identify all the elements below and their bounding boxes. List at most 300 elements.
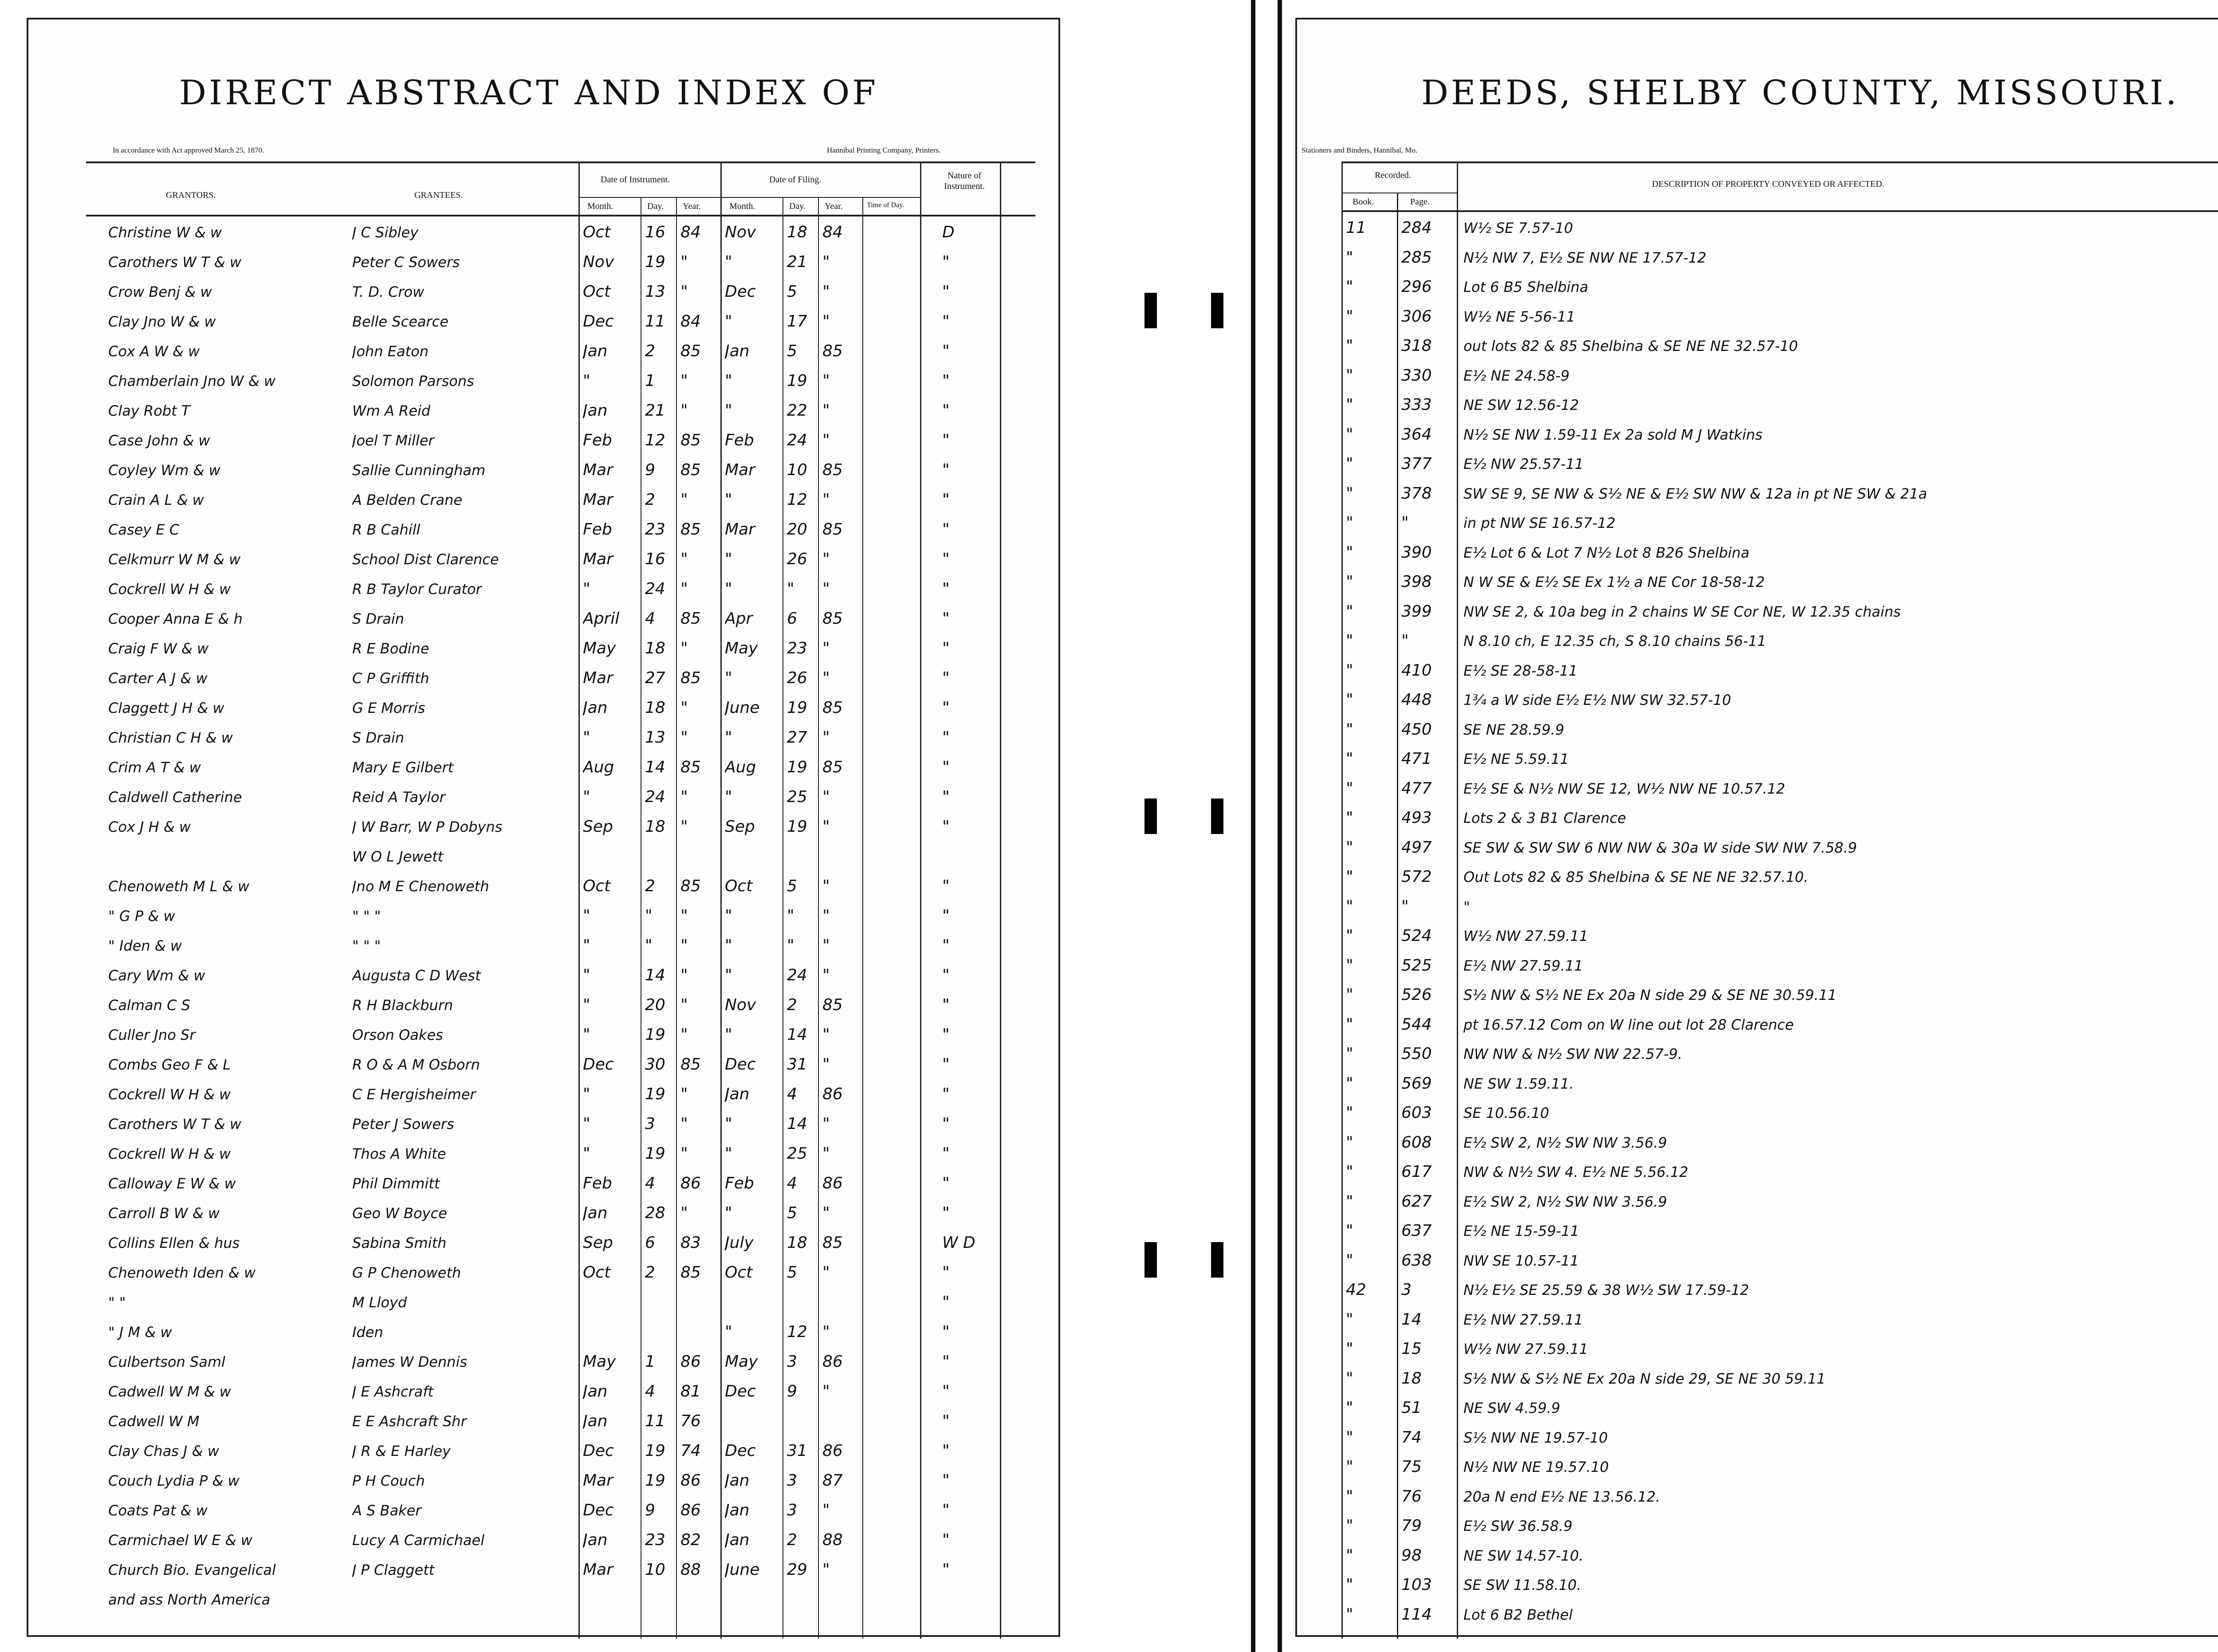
- book-cell: ": [1346, 1458, 1353, 1476]
- page-cell: 377: [1401, 455, 1432, 473]
- filing-year-cell: ": [822, 580, 830, 598]
- book-cell: ": [1346, 720, 1353, 739]
- right-ledger-page: [1295, 18, 2218, 1637]
- deed-entry-row: [28, 457, 1049, 484]
- deed-entry-row: [28, 1497, 1049, 1524]
- filing-year-cell: ": [822, 669, 830, 687]
- filing-month-cell: ": [725, 312, 732, 330]
- property-entry-row: [1297, 893, 2218, 920]
- instrument-year-cell: ": [680, 253, 688, 271]
- nature-cell: ": [942, 669, 950, 687]
- filing-year-cell: 85: [822, 520, 843, 539]
- grantor-cell: Carroll B W & w: [108, 1205, 220, 1222]
- description-cell: S½ NW & S½ NE Ex 20a N side 29, SE NE 30 59.11: [1463, 1370, 1826, 1387]
- filing-month-cell: Aug: [725, 758, 756, 776]
- description-cell: NW NW & N½ SW NW 22.57-9.: [1463, 1046, 1683, 1062]
- instrument-day-cell: 18: [645, 639, 665, 657]
- property-entry-row: [1297, 392, 2218, 418]
- page-cell: 318: [1401, 337, 1432, 355]
- date-filing-header: Date of Filing.: [769, 175, 822, 185]
- grantee-cell: Lucy A Carmichael: [352, 1532, 485, 1549]
- filing-year-cell: ": [822, 1204, 830, 1222]
- nature-cell: ": [942, 1085, 950, 1103]
- grantee-cell: Peter C Sowers: [352, 254, 460, 271]
- description-cell: SE SW & SW SW 6 NW NW & 30a W side SW NW 7.58.9: [1463, 839, 1857, 856]
- instrument-day-cell: 10: [645, 1561, 665, 1579]
- instrument-day-cell: 13: [645, 283, 665, 301]
- book-cell: ": [1346, 1310, 1353, 1329]
- filing-month-cell: May: [725, 639, 758, 657]
- book-cell: ": [1346, 986, 1353, 1004]
- deed-entry-row: [28, 903, 1049, 929]
- book-cell: ": [1346, 1192, 1353, 1211]
- nature-cell: ": [942, 1115, 950, 1133]
- filing-year-cell: ": [822, 1382, 830, 1400]
- property-entry-row: [1297, 1041, 2218, 1067]
- nature-cell: ": [942, 1561, 950, 1579]
- grantee-cell: Augusta C D West: [352, 967, 481, 984]
- nature-cell: ": [942, 1531, 950, 1549]
- deed-entry-row: [28, 695, 1049, 721]
- deed-entry-row: [28, 754, 1049, 781]
- description-cell: E½ NW 27.59.11: [1463, 957, 1583, 974]
- description-cell: S½ NW NE 19.57-10: [1463, 1429, 1608, 1446]
- nature-cell: ": [942, 520, 950, 539]
- grantee-cell: J R & E Harley: [352, 1443, 451, 1459]
- grantor-cell: Casey E C: [108, 521, 180, 538]
- deed-entry-row: [28, 635, 1049, 662]
- book-cell: ": [1346, 337, 1353, 355]
- filing-month-cell: ": [725, 1115, 732, 1133]
- filing-year-cell: 86: [822, 1353, 843, 1371]
- instrument-month-cell: Feb: [583, 520, 612, 539]
- grantor-cell: Caldwell Catherine: [108, 789, 242, 806]
- grantee-cell: R E Bodine: [352, 640, 429, 657]
- book-cell: ": [1346, 1428, 1353, 1447]
- instrument-day-cell: 19: [645, 1471, 665, 1490]
- filing-month-cell: Mar: [725, 461, 755, 479]
- instrument-year-cell: 85: [680, 610, 701, 628]
- instrument-month-cell: May: [583, 1353, 616, 1371]
- book-cell: ": [1346, 455, 1353, 473]
- filing-month-cell: ": [725, 253, 732, 271]
- grantor-cell: Crow Benj & w: [108, 283, 212, 300]
- filing-day-cell: 2: [787, 1531, 797, 1549]
- grantor-cell: and ass North America: [108, 1591, 271, 1608]
- page-cell: 526: [1401, 986, 1432, 1004]
- grantor-cell: Coats Pat & w: [108, 1502, 208, 1519]
- grantor-cell: Couch Lydia P & w: [108, 1472, 240, 1489]
- instrument-month-cell: Dec: [583, 1501, 614, 1519]
- filing-year-cell: ": [822, 1501, 830, 1519]
- nature-cell: ": [942, 312, 950, 330]
- nature-cell: D: [942, 223, 955, 241]
- instrument-month-cell: Oct: [583, 877, 611, 895]
- nature-cell: ": [942, 788, 950, 806]
- book-cell: ": [1346, 750, 1353, 768]
- i-year-header: Year.: [683, 201, 701, 211]
- book-cell: ": [1346, 1222, 1353, 1240]
- nature-cell: ": [942, 550, 950, 568]
- description-cell: E½ Lot 6 & Lot 7 N½ Lot 8 B26 Shelbina: [1463, 544, 1750, 561]
- page-cell: 364: [1401, 425, 1432, 444]
- instrument-day-cell: 21: [645, 401, 665, 420]
- filing-year-cell: 86: [822, 1174, 843, 1192]
- description-cell: N 8.10 ch, E 12.35 ch, S 8.10 chains 56-11: [1463, 633, 1766, 649]
- filing-year-cell: ": [822, 1115, 830, 1133]
- instrument-month-cell: Sep: [583, 1234, 613, 1252]
- instrument-year-cell: 85: [680, 1263, 701, 1282]
- grantee-cell: Belle Scearce: [352, 313, 448, 330]
- instrument-year-cell: 85: [680, 1055, 701, 1074]
- instrument-day-cell: 6: [645, 1234, 655, 1252]
- instrument-day-cell: 23: [645, 520, 665, 539]
- deed-entry-row: [28, 1586, 1049, 1613]
- grantor-cell: Cox J H & w: [108, 818, 191, 835]
- deed-entry-row: [28, 1289, 1049, 1316]
- instrument-month-cell: ": [583, 1115, 590, 1133]
- grantor-cell: Calloway E W & w: [108, 1175, 236, 1192]
- instrument-month-cell: Feb: [583, 431, 612, 449]
- filing-year-cell: 85: [822, 996, 843, 1014]
- date-subheader-rule: [578, 197, 920, 198]
- binding-mark: [1144, 1242, 1157, 1278]
- filing-day-cell: 12: [787, 1323, 807, 1341]
- deed-entry-row: [28, 308, 1049, 335]
- nature-cell: ": [942, 253, 950, 271]
- book-cell: ": [1346, 897, 1353, 916]
- instrument-month-cell: Jan: [583, 1204, 608, 1222]
- description-cell: N½ NW 7, E½ SE NW NE 17.57-12: [1463, 249, 1707, 266]
- book-cell: ": [1346, 1399, 1353, 1417]
- property-entry-row: [1297, 864, 2218, 890]
- grantor-cell: Church Bio. Evangelical: [108, 1562, 276, 1578]
- i-month-header: Month.: [587, 201, 613, 211]
- property-entry-row: [1297, 1129, 2218, 1156]
- deed-entry-row: [28, 368, 1049, 394]
- grantee-cell: James W Dennis: [352, 1353, 468, 1370]
- deed-entry-row: [28, 784, 1049, 810]
- filing-day-cell: 26: [787, 550, 807, 568]
- filing-day-cell: 17: [787, 312, 807, 330]
- filing-year-cell: ": [822, 788, 830, 806]
- filing-month-cell: ": [725, 907, 732, 925]
- instrument-year-cell: ": [680, 936, 688, 955]
- description-cell: NE SW 4.59.9: [1463, 1400, 1561, 1416]
- nature-cell: ": [942, 342, 950, 360]
- instrument-day-cell: 14: [645, 966, 665, 984]
- book-header: Book.: [1353, 197, 1374, 207]
- filing-month-cell: Jan: [725, 1471, 750, 1490]
- nature-cell: ": [942, 1293, 950, 1311]
- grantor-cell: Cox A W & w: [108, 343, 200, 360]
- filing-year-cell: 85: [822, 461, 843, 479]
- instrument-year-cell: ": [680, 818, 688, 836]
- filing-day-cell: 5: [787, 1263, 797, 1282]
- instrument-month-cell: May: [583, 639, 616, 657]
- instrument-month-cell: Jan: [583, 401, 608, 420]
- deed-entry-row: [28, 1022, 1049, 1048]
- book-cell: ": [1346, 307, 1353, 326]
- grantee-cell: Reid A Taylor: [352, 789, 445, 806]
- grantee-cell: J E Ashcraft: [352, 1383, 434, 1400]
- deed-entry-row: [28, 665, 1049, 692]
- description-cell: Out Lots 82 & 85 Shelbina & SE NE NE 32.57.10.: [1463, 869, 1809, 885]
- filing-month-cell: May: [725, 1353, 758, 1371]
- grantor-cell: Cooper Anna E & h: [108, 610, 243, 627]
- grantor-cell: Carter A J & w: [108, 670, 208, 687]
- book-cell: ": [1346, 868, 1353, 886]
- grantee-cell: John Eaton: [352, 343, 429, 360]
- property-entry-row: [1297, 952, 2218, 979]
- filing-day-cell: 3: [787, 1353, 797, 1371]
- filing-year-cell: ": [822, 283, 830, 301]
- property-entry-row: [1297, 1454, 2218, 1480]
- filing-month-cell: Jan: [725, 1531, 750, 1549]
- instrument-month-cell: Mar: [583, 1561, 613, 1579]
- filing-month-cell: Mar: [725, 520, 755, 539]
- filing-year-cell: ": [822, 728, 830, 747]
- property-entry-row: [1297, 1513, 2218, 1539]
- grantor-cell: Claggett J H & w: [108, 700, 224, 716]
- deed-entry-row: [28, 516, 1049, 543]
- property-entry-row: [1297, 1395, 2218, 1421]
- instrument-month-cell: Dec: [583, 312, 614, 330]
- property-entry-row: [1297, 775, 2218, 802]
- grantor-cell: Carothers W T & w: [108, 1116, 242, 1133]
- instrument-year-cell: ": [680, 1115, 688, 1133]
- page-cell: 75: [1401, 1458, 1422, 1476]
- printer-note: Hannibal Printing Company, Printers.: [827, 146, 941, 154]
- grantor-cell: Craig F W & w: [108, 640, 209, 657]
- filing-month-cell: Nov: [725, 223, 756, 241]
- left-page-title: DIRECT ABSTRACT AND INDEX OF: [179, 73, 878, 112]
- date-instrument-header: Date of Instrument.: [601, 175, 670, 185]
- instrument-year-cell: 86: [680, 1353, 701, 1371]
- deed-entry-row: [28, 724, 1049, 751]
- book-cell: ": [1346, 514, 1353, 532]
- nature-cell: ": [942, 966, 950, 984]
- time-of-day-header: Time of Day.: [867, 201, 905, 209]
- instrument-day-cell: 2: [645, 342, 655, 360]
- nature-cell: ": [942, 728, 950, 747]
- book-cell: ": [1346, 1074, 1353, 1093]
- page-cell: 98: [1401, 1546, 1422, 1565]
- deed-entry-row: [28, 219, 1049, 246]
- filing-day-cell: 26: [787, 669, 807, 687]
- description-cell: E½ NW 27.59.11: [1463, 1311, 1583, 1328]
- nature-cell: ": [942, 610, 950, 628]
- property-entry-row: [1297, 657, 2218, 684]
- page-cell: 18: [1401, 1369, 1422, 1388]
- page-cell: 544: [1401, 1015, 1432, 1034]
- page-cell: ": [1401, 514, 1409, 532]
- property-entry-row: [1297, 1277, 2218, 1303]
- page-cell: 627: [1401, 1192, 1432, 1211]
- nature-cell: ": [942, 699, 950, 717]
- grantor-cell: " J M & w: [108, 1324, 172, 1341]
- grantee-cell: Sallie Cunningham: [352, 462, 486, 479]
- nature-cell: ": [942, 936, 950, 955]
- grantor-cell: Cadwell W M: [108, 1413, 200, 1430]
- instrument-day-cell: 16: [645, 550, 665, 568]
- instrument-year-cell: ": [680, 550, 688, 568]
- instrument-day-cell: 19: [645, 253, 665, 271]
- filing-day-cell: 25: [787, 788, 807, 806]
- filing-day-cell: 24: [787, 966, 807, 984]
- instrument-month-cell: Mar: [583, 669, 613, 687]
- instrument-year-cell: 85: [680, 877, 701, 895]
- page-cell: 448: [1401, 691, 1432, 709]
- instrument-month-cell: Jan: [583, 342, 608, 360]
- property-entry-row: [1297, 716, 2218, 743]
- instrument-year-cell: 86: [680, 1501, 701, 1519]
- property-entry-row: [1297, 215, 2218, 241]
- header-bottom-rule: [86, 215, 1035, 216]
- description-header: DESCRIPTION OF PROPERTY CONVEYED OR AFFECTED.: [1652, 179, 1884, 189]
- instrument-month-cell: Aug: [583, 758, 614, 776]
- deed-entry-row: [28, 932, 1049, 959]
- instrument-year-cell: ": [680, 283, 688, 301]
- filing-day-cell: 25: [787, 1145, 807, 1163]
- filing-day-cell: 24: [787, 431, 807, 449]
- page-cell: 497: [1401, 838, 1432, 857]
- property-entry-row: [1297, 1159, 2218, 1185]
- grantor-cell: Culler Jno Sr: [108, 1027, 196, 1043]
- nature-cell: ": [942, 431, 950, 449]
- filing-day-cell: 4: [787, 1085, 797, 1103]
- filing-month-cell: Dec: [725, 1442, 756, 1460]
- page-cell: 410: [1401, 661, 1432, 680]
- grantor-cell: Combs Geo F & L: [108, 1056, 231, 1073]
- filing-month-cell: Jan: [725, 342, 750, 360]
- page-cell: 114: [1401, 1605, 1432, 1624]
- instrument-year-cell: ": [680, 728, 688, 747]
- instrument-month-cell: ": [583, 1085, 590, 1103]
- grantor-cell: Case John & w: [108, 432, 210, 449]
- description-cell: N½ NW NE 19.57.10: [1463, 1459, 1609, 1475]
- instrument-month-cell: ": [583, 1145, 590, 1163]
- nature-cell: ": [942, 1412, 950, 1430]
- deed-entry-row: [28, 814, 1049, 840]
- book-cell: ": [1346, 1133, 1353, 1152]
- page-cell: 296: [1401, 278, 1432, 296]
- instrument-year-cell: ": [680, 1204, 688, 1222]
- deed-entry-row: [28, 1557, 1049, 1583]
- instrument-year-cell: 85: [680, 758, 701, 776]
- instrument-day-cell: 11: [645, 1412, 665, 1430]
- deed-entry-row: [28, 1230, 1049, 1256]
- instrument-year-cell: 88: [680, 1561, 701, 1579]
- left-ledger-page: [27, 18, 1060, 1637]
- page-cell: 15: [1401, 1340, 1422, 1358]
- instrument-day-cell: 14: [645, 758, 665, 776]
- grantee-cell: J C Sibley: [352, 224, 419, 241]
- deed-entry-row: [28, 279, 1049, 305]
- instrument-day-cell: 3: [645, 1115, 655, 1133]
- filing-day-cell: ": [787, 936, 794, 955]
- instrument-day-cell: 2: [645, 491, 655, 509]
- page-cell: ": [1401, 632, 1409, 650]
- filing-year-cell: ": [822, 1263, 830, 1282]
- nature-cell: ": [942, 401, 950, 420]
- property-entry-row: [1297, 1336, 2218, 1362]
- instrument-year-cell: ": [680, 788, 688, 806]
- book-cell: ": [1346, 927, 1353, 945]
- filing-day-cell: 5: [787, 1204, 797, 1222]
- book-cell: ": [1346, 425, 1353, 444]
- instrument-day-cell: 16: [645, 223, 665, 241]
- instrument-year-cell: 83: [680, 1234, 701, 1252]
- deed-entry-row: [28, 1200, 1049, 1227]
- filing-month-cell: ": [725, 580, 732, 598]
- instrument-month-cell: Nov: [583, 253, 614, 271]
- filing-month-cell: ": [725, 1145, 732, 1163]
- grantee-cell: Joel T Miller: [352, 432, 434, 449]
- filing-day-cell: 5: [787, 283, 797, 301]
- filing-year-cell: ": [822, 401, 830, 420]
- instrument-day-cell: 30: [645, 1055, 665, 1074]
- instrument-day-cell: ": [645, 936, 653, 955]
- description-cell: NW SE 10.57-11: [1463, 1252, 1579, 1269]
- instrument-month-cell: April: [583, 610, 620, 628]
- binding-mark: [1144, 798, 1157, 834]
- grantee-cell: Sabina Smith: [352, 1235, 447, 1251]
- nature-cell: ": [942, 580, 950, 598]
- page-cell: 3: [1401, 1281, 1412, 1299]
- nature-header: Nature of Instrument.: [944, 171, 985, 191]
- filing-month-cell: Feb: [725, 431, 754, 449]
- instrument-day-cell: ": [645, 907, 653, 925]
- filing-month-cell: ": [725, 1026, 732, 1044]
- property-entry-row: [1297, 1188, 2218, 1215]
- grantee-cell: " " ": [352, 908, 381, 924]
- nature-cell: ": [942, 1323, 950, 1341]
- book-cell: ": [1346, 396, 1353, 414]
- instrument-day-cell: 18: [645, 699, 665, 717]
- grantors-header: GRANTORS.: [166, 190, 216, 200]
- nature-cell: ": [942, 1026, 950, 1044]
- description-cell: E½ NE 5.59.11: [1463, 751, 1569, 767]
- filing-year-cell: 86: [822, 1085, 843, 1103]
- filing-day-cell: 19: [787, 699, 807, 717]
- grantor-cell: Cockrell W H & w: [108, 581, 231, 598]
- instrument-month-cell: ": [583, 372, 590, 390]
- grantee-cell: R B Cahill: [352, 521, 421, 538]
- instrument-year-cell: ": [680, 1085, 688, 1103]
- grantee-cell: Wm A Reid: [352, 402, 431, 419]
- grantee-cell: P H Couch: [352, 1472, 425, 1489]
- page-cell: 525: [1401, 956, 1432, 975]
- instrument-day-cell: 4: [645, 1174, 655, 1192]
- property-entry-row: [1297, 598, 2218, 625]
- grantee-cell: Mary E Gilbert: [352, 759, 454, 776]
- instrument-year-cell: ": [680, 1145, 688, 1163]
- page-cell: 333: [1401, 396, 1432, 414]
- nature-cell: ": [942, 1145, 950, 1163]
- nature-cell: ": [942, 283, 950, 301]
- property-entry-row: [1297, 1100, 2218, 1126]
- instrument-day-cell: 2: [645, 877, 655, 895]
- filing-year-cell: 88: [822, 1531, 843, 1549]
- filing-day-cell: 10: [787, 461, 807, 479]
- recorded-header: Recorded.: [1375, 170, 1411, 180]
- grantor-cell: Carothers W T & w: [108, 254, 242, 271]
- deed-entry-row: [28, 1259, 1049, 1286]
- description-cell: W½ NW 27.59.11: [1463, 928, 1589, 944]
- instrument-month-cell: ": [583, 936, 590, 955]
- filing-day-cell: 14: [787, 1026, 807, 1044]
